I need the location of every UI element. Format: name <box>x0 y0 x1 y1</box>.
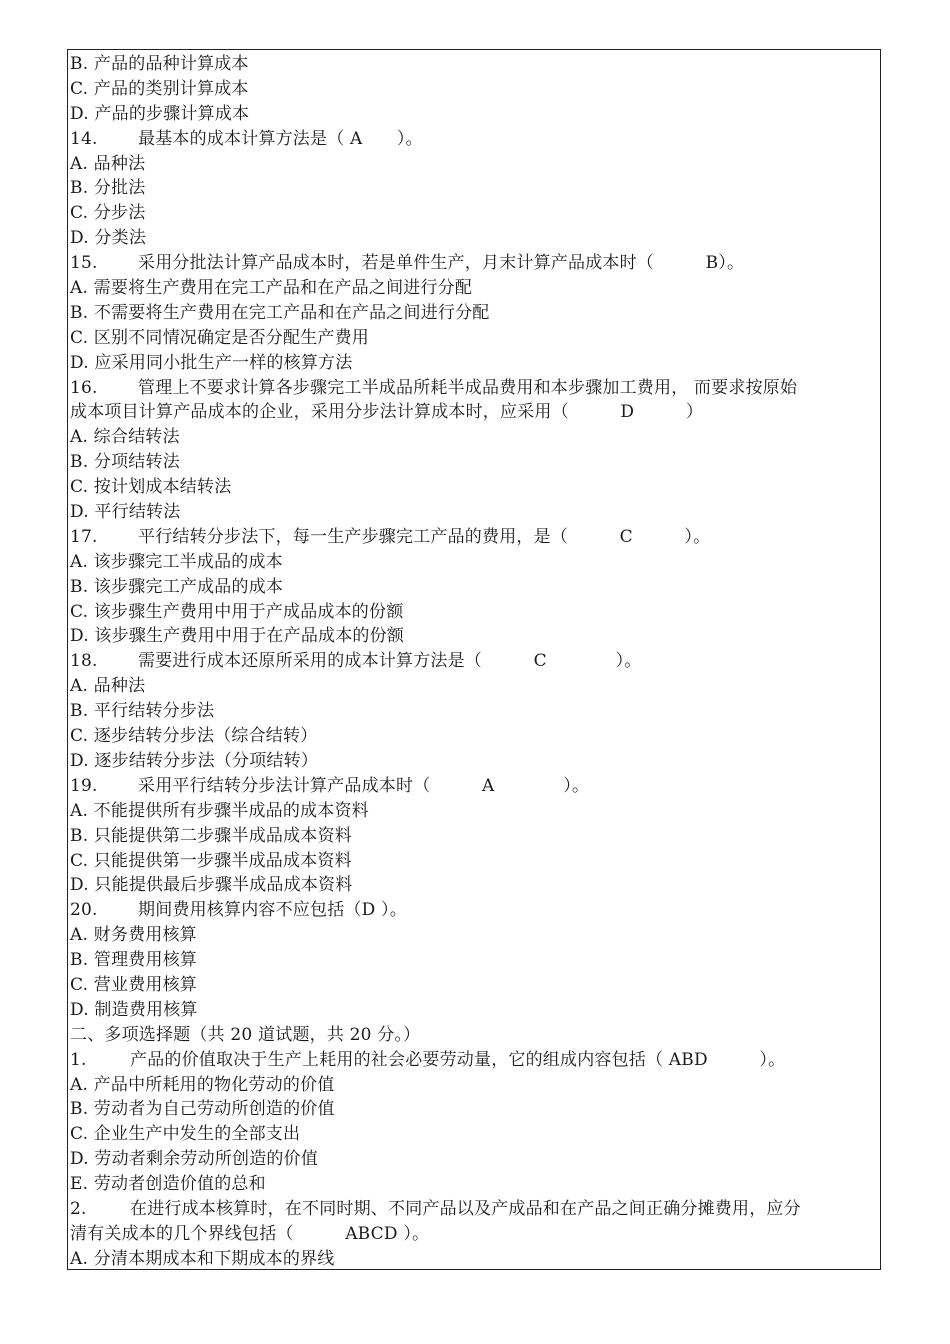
option-line: B. 平行结转分步法 <box>70 701 215 722</box>
option-line: D. 产品的步骤计算成本 <box>70 103 250 124</box>
question-text: 采用分批法计算产品成本时，若是单件生产，月末计算产品成本时（ B）。 <box>138 253 745 274</box>
option-line: D. 逐步结转分步法（分项结转） <box>70 750 319 771</box>
option-line: A. 该步骤完工半成品的成本 <box>70 551 283 572</box>
option-line: A. 产品中所耗用的物化劳动的价值 <box>70 1074 335 1095</box>
question-line <box>68 251 880 276</box>
question-line <box>68 1048 880 1073</box>
option-line: C. 只能提供第一步骤半成品成本资料 <box>70 850 352 871</box>
continuation-line: 清有关成本的几个界线包括（ ABCD ）。 <box>70 1223 430 1244</box>
option-line: A. 品种法 <box>70 153 146 174</box>
question-text: 在进行成本核算时，在不同时期、不同产品以及产成品和在产品之间正确分摊费用，应分 <box>130 1198 801 1219</box>
question-text: 平行结转分步法下，每一生产步骤完工产品的费用，是（ C ）。 <box>138 526 711 547</box>
question-text: 最基本的成本计算方法是（ A ）。 <box>138 128 423 149</box>
option-line: C. 按计划成本结转法 <box>70 477 232 498</box>
question-text: 管理上不要求计算各步骤完工半成品所耗半成品费用和本步骤加工费用， 而要求按原始 <box>138 377 798 398</box>
option-line: D. 该步骤生产费用中用于在产品成本的份额 <box>70 626 405 647</box>
option-line: B. 不需要将生产费用在完工产品和在产品之间进行分配 <box>70 302 490 323</box>
option-line: D. 只能提供最后步骤半成品成本资料 <box>70 875 353 896</box>
option-line: D. 劳动者剩余劳动所创造的价值 <box>70 1149 319 1170</box>
question-line <box>68 525 880 550</box>
option-line: C. 逐步结转分步法（综合结转） <box>70 726 318 747</box>
option-line: C. 分步法 <box>70 203 146 224</box>
option-line: B. 该步骤完工产成品的成本 <box>70 576 284 597</box>
option-line: C. 企业生产中发生的全部支出 <box>70 1124 301 1145</box>
option-line: C. 该步骤生产费用中用于产成品成本的份额 <box>70 601 404 622</box>
question-number: 16. <box>70 377 98 398</box>
question-text: 期间费用核算内容不应包括（D ）。 <box>138 900 407 921</box>
question-number: 18. <box>70 651 98 672</box>
question-number: 14. <box>70 128 98 149</box>
section-heading: 二、多项选择题（共 20 道试题，共 20 分。） <box>70 1024 421 1045</box>
option-line: B. 分项结转法 <box>70 452 180 473</box>
option-line: B. 管理费用核算 <box>70 950 198 971</box>
question-number: 17. <box>70 526 98 547</box>
option-line: C. 区别不同情况确定是否分配生产费用 <box>70 327 370 348</box>
question-number: 19. <box>70 775 98 796</box>
question-number: 1. <box>70 1049 87 1070</box>
option-line: A. 财务费用核算 <box>70 925 197 946</box>
option-line: D. 平行结转法 <box>70 502 181 523</box>
option-line: B. 只能提供第二步骤半成品成本资料 <box>70 825 352 846</box>
option-line: A. 综合结转法 <box>70 427 180 448</box>
option-line: D. 分类法 <box>70 228 147 249</box>
question-line <box>68 127 880 152</box>
option-line: D. 制造费用核算 <box>70 999 198 1020</box>
option-line: A. 品种法 <box>70 676 146 697</box>
question-line <box>68 376 880 401</box>
question-number: 20. <box>70 900 98 921</box>
option-line: E. 劳动者创造价值的总和 <box>70 1174 266 1195</box>
option-line: A. 不能提供所有步骤半成品的成本资料 <box>70 800 369 821</box>
question-number: 15. <box>70 253 98 274</box>
question-line <box>68 774 880 799</box>
option-line: B. 分批法 <box>70 178 146 199</box>
option-line: D. 应采用同小批生产一样的核算方法 <box>70 352 353 373</box>
question-text: 产品的价值取决于生产上耗用的社会必要劳动量，它的组成内容包括（ ABD ）。 <box>130 1049 786 1070</box>
document-page <box>67 49 881 1270</box>
option-line: A. 需要将生产费用在完工产品和在产品之间进行分配 <box>70 278 473 299</box>
option-line: A. 分清本期成本和下期成本的界线 <box>70 1248 335 1269</box>
option-line: C. 营业费用核算 <box>70 974 198 995</box>
question-text: 采用平行结转分步法计算产品成本时（ A ）。 <box>138 775 590 796</box>
question-text: 需要进行成本还原所采用的成本计算方法是（ C ）。 <box>138 651 642 672</box>
option-line: B. 产品的品种计算成本 <box>70 54 249 74</box>
option-line: B. 劳动者为自己劳动所创造的价值 <box>70 1099 335 1120</box>
continuation-line: 成本项目计算产品成本的企业，采用分步法计算成本时，应采用（ D ） <box>70 402 704 423</box>
question-line <box>68 1197 880 1222</box>
question-line <box>68 898 880 923</box>
option-line: C. 产品的类别计算成本 <box>70 78 249 99</box>
question-line <box>68 649 880 674</box>
question-number: 2. <box>70 1198 87 1219</box>
